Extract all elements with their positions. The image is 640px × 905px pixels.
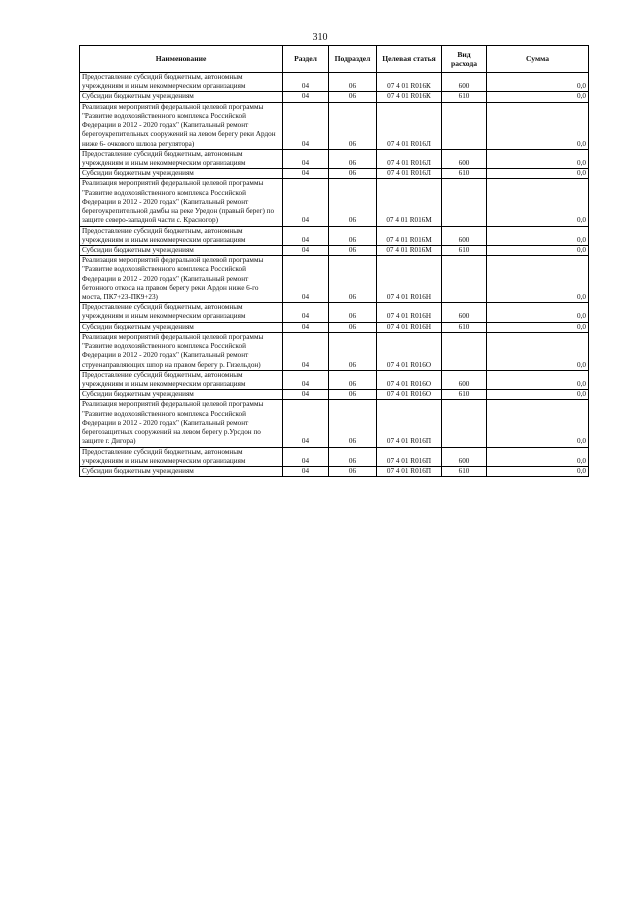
row-sum: 0,0 <box>487 447 589 466</box>
row-name: Предоставление субсидий бюджетным, автономным учреждениям и иным некоммерческим организациям <box>80 226 283 245</box>
row-razdel: 04 <box>283 390 329 400</box>
table-row <box>80 466 589 476</box>
row-sum: 0,0 <box>487 92 589 102</box>
row-razdel: 04 <box>283 466 329 476</box>
row-sum: 0,0 <box>487 332 589 370</box>
row-razdel: 04 <box>283 447 329 466</box>
row-target-article: 07 4 01 R016К <box>377 73 442 92</box>
row-podrazdel: 06 <box>329 332 377 370</box>
row-target-article: 07 4 01 R016Н <box>377 256 442 303</box>
row-podrazdel: 06 <box>329 149 377 168</box>
row-sum: 0,0 <box>487 370 589 389</box>
row-sum: 0,0 <box>487 149 589 168</box>
row-sum: 0,0 <box>487 179 589 226</box>
header-razdel: Раздел <box>283 46 329 73</box>
table-row <box>80 102 589 149</box>
row-podrazdel: 06 <box>329 73 377 92</box>
row-expense-type: 600 <box>442 149 487 168</box>
row-target-article: 07 4 01 R016О <box>377 390 442 400</box>
row-expense-type <box>442 332 487 370</box>
row-target-article: 07 4 01 R016О <box>377 370 442 389</box>
header-podrazdel: Подраздел <box>329 46 377 73</box>
row-target-article: 07 4 01 R016П <box>377 466 442 476</box>
row-target-article: 07 4 01 R016Л <box>377 169 442 179</box>
row-expense-type: 610 <box>442 245 487 255</box>
row-target-article: 07 4 01 R016М <box>377 179 442 226</box>
row-target-article: 07 4 01 R016О <box>377 332 442 370</box>
row-razdel: 04 <box>283 245 329 255</box>
row-sum: 0,0 <box>487 400 589 447</box>
row-sum: 0,0 <box>487 390 589 400</box>
row-razdel: 04 <box>283 179 329 226</box>
row-name: Предоставление субсидий бюджетным, автономным учреждениям и иным некоммерческим организациям <box>80 370 283 389</box>
budget-table <box>79 45 589 477</box>
row-target-article: 07 4 01 R016Н <box>377 322 442 332</box>
row-sum: 0,0 <box>487 102 589 149</box>
table-row <box>80 169 589 179</box>
table-row <box>80 370 589 389</box>
row-razdel: 04 <box>283 370 329 389</box>
row-target-article: 07 4 01 R016М <box>377 226 442 245</box>
row-podrazdel: 06 <box>329 400 377 447</box>
row-razdel: 04 <box>283 226 329 245</box>
table-row <box>80 256 589 303</box>
row-podrazdel: 06 <box>329 322 377 332</box>
table-row <box>80 179 589 226</box>
row-expense-type: 600 <box>442 73 487 92</box>
table-row <box>80 245 589 255</box>
table-row <box>80 149 589 168</box>
row-name: Реализация мероприятий федеральной целевой программы "Развитие водохозяйственного комплекса Российской Федерации в 2012 - 2020 годах" (Капитальный ремонт струенаправляющих шпор на правом берегу р. Гизельдон) <box>80 332 283 370</box>
row-expense-type: 610 <box>442 322 487 332</box>
row-razdel: 04 <box>283 303 329 322</box>
row-razdel: 04 <box>283 256 329 303</box>
row-sum: 0,0 <box>487 245 589 255</box>
row-name: Субсидии бюджетным учреждениям <box>80 245 283 255</box>
row-expense-type: 600 <box>442 447 487 466</box>
row-podrazdel: 06 <box>329 256 377 303</box>
row-target-article: 07 4 01 R016Л <box>377 149 442 168</box>
row-name: Реализация мероприятий федеральной целевой программы "Развитие водохозяйственного комплекса Российской Федерации в 2012 - 2020 годах" (Капитальный ремонт бетонного откоса на правом берегу реки Ардон ниже 6-го моста, ПК7+23-ПК9+23) <box>80 256 283 303</box>
table-header-row <box>80 46 589 73</box>
row-podrazdel: 06 <box>329 92 377 102</box>
row-sum: 0,0 <box>487 73 589 92</box>
row-podrazdel: 06 <box>329 245 377 255</box>
row-podrazdel: 06 <box>329 370 377 389</box>
row-target-article: 07 4 01 R016М <box>377 245 442 255</box>
page-number: 310 <box>312 32 328 43</box>
row-name: Субсидии бюджетным учреждениям <box>80 92 283 102</box>
row-sum: 0,0 <box>487 303 589 322</box>
row-sum: 0,0 <box>487 169 589 179</box>
row-name: Предоставление субсидий бюджетным, автономным учреждениям и иным некоммерческим организациям <box>80 447 283 466</box>
row-podrazdel: 06 <box>329 226 377 245</box>
header-sum: Сумма <box>487 46 589 73</box>
row-razdel: 04 <box>283 73 329 92</box>
row-target-article: 07 4 01 R016Л <box>377 102 442 149</box>
row-target-article: 07 4 01 R016П <box>377 447 442 466</box>
row-name: Субсидии бюджетным учреждениям <box>80 390 283 400</box>
row-podrazdel: 06 <box>329 169 377 179</box>
row-razdel: 04 <box>283 149 329 168</box>
row-expense-type: 610 <box>442 92 487 102</box>
row-sum: 0,0 <box>487 322 589 332</box>
row-podrazdel: 06 <box>329 179 377 226</box>
row-sum: 0,0 <box>487 466 589 476</box>
row-expense-type <box>442 179 487 226</box>
row-expense-type <box>442 400 487 447</box>
row-name: Предоставление субсидий бюджетным, автономным учреждениям и иным некоммерческим организациям <box>80 73 283 92</box>
row-name: Предоставление субсидий бюджетным, автономным учреждениям и иным некоммерческим организациям <box>80 303 283 322</box>
row-name: Реализация мероприятий федеральной целевой программы "Развитие водохозяйственного комплекса Российской Федерации в 2012 - 2020 годах" (Капитальный ремонт берегоукрепительной дамбы на реке Уредон (правый берег) по защите северо-западной части с. Красногор) <box>80 179 283 226</box>
row-expense-type: 600 <box>442 303 487 322</box>
row-expense-type: 600 <box>442 370 487 389</box>
row-name: Реализация мероприятий федеральной целевой программы "Развитие водохозяйственного комплекса Российской Федерации в 2012 - 2020 годах" (Капитальный ремонт берегозащитных сооружений на левом берегу р.Урсдон по защите г. Дигора) <box>80 400 283 447</box>
row-sum: 0,0 <box>487 256 589 303</box>
row-razdel: 04 <box>283 322 329 332</box>
row-podrazdel: 06 <box>329 447 377 466</box>
row-target-article: 07 4 01 R016П <box>377 400 442 447</box>
row-podrazdel: 06 <box>329 466 377 476</box>
row-name: Субсидии бюджетным учреждениям <box>80 169 283 179</box>
table-row <box>80 303 589 322</box>
row-expense-type: 610 <box>442 169 487 179</box>
table-row <box>80 390 589 400</box>
row-podrazdel: 06 <box>329 390 377 400</box>
table-body <box>80 73 589 477</box>
row-razdel: 04 <box>283 332 329 370</box>
table-row <box>80 226 589 245</box>
row-expense-type: 610 <box>442 390 487 400</box>
row-target-article: 07 4 01 R016Н <box>377 303 442 322</box>
row-razdel: 04 <box>283 169 329 179</box>
row-name: Реализация мероприятий федеральной целевой программы "Развитие водохозяйственного комплекса Российской Федерации в 2012 - 2020 годах" (Капитальный ремонт берегоукрепительных сооружений на левом берегу реки Ардон ниже 6- очкового шлюза регулятора) <box>80 102 283 149</box>
row-name: Предоставление субсидий бюджетным, автономным учреждениям и иным некоммерческим организациям <box>80 149 283 168</box>
row-razdel: 04 <box>283 400 329 447</box>
row-target-article: 07 4 01 R016К <box>377 92 442 102</box>
header-target-article: Целевая статья <box>377 46 442 73</box>
row-podrazdel: 06 <box>329 303 377 322</box>
header-name: Наименование <box>80 46 283 73</box>
row-name: Субсидии бюджетным учреждениям <box>80 466 283 476</box>
table-row <box>80 322 589 332</box>
table-row <box>80 447 589 466</box>
row-name: Субсидии бюджетным учреждениям <box>80 322 283 332</box>
row-expense-type: 610 <box>442 466 487 476</box>
table-row <box>80 92 589 102</box>
row-sum: 0,0 <box>487 226 589 245</box>
row-expense-type <box>442 102 487 149</box>
row-razdel: 04 <box>283 92 329 102</box>
table-row <box>80 332 589 370</box>
row-expense-type <box>442 256 487 303</box>
table-row <box>80 73 589 92</box>
table-row <box>80 400 589 447</box>
row-podrazdel: 06 <box>329 102 377 149</box>
row-razdel: 04 <box>283 102 329 149</box>
header-expense-type: Вид расхода <box>442 46 487 73</box>
row-expense-type: 600 <box>442 226 487 245</box>
